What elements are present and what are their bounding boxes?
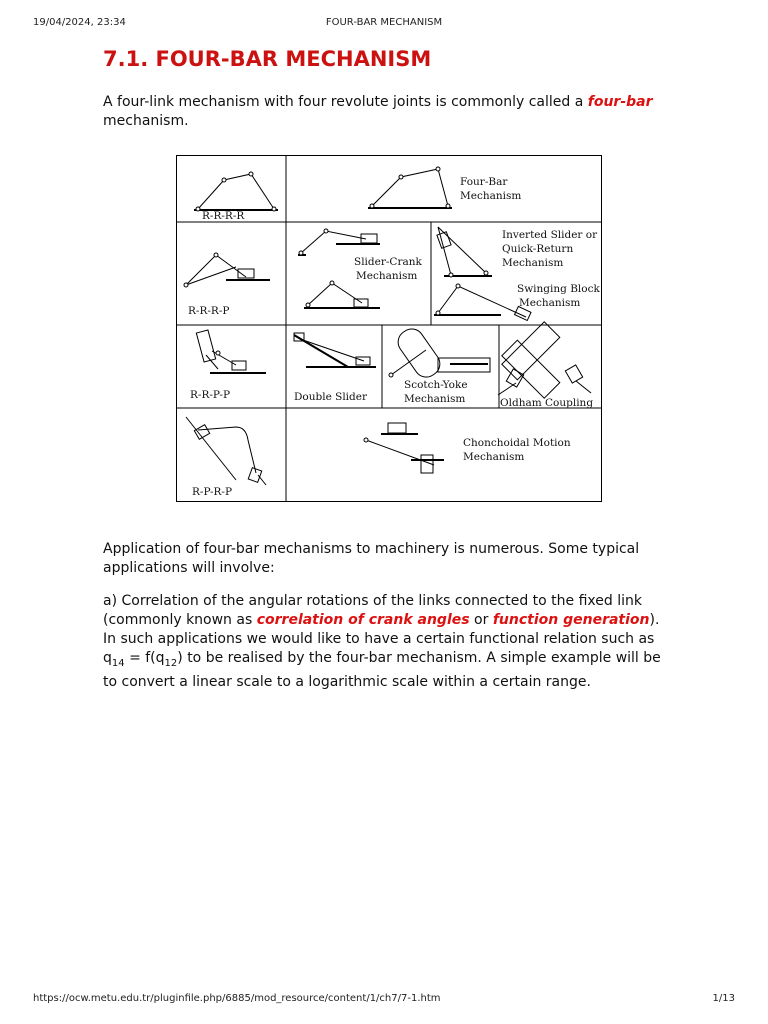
label-scotch-yoke-1: Scotch-Yoke xyxy=(404,379,468,391)
print-doc-title: FOUR-BAR MECHANISM xyxy=(325,17,443,28)
term-correlation-crank-angles: correlation of crank angles xyxy=(256,612,470,628)
label-inverted-slider-2: Quick-Return xyxy=(502,243,574,255)
label-inverted-slider-3: Mechanism xyxy=(502,257,564,269)
applications-intro: Application of four-bar mechanisms to machinery is numerous. Some typical applications will involve: xyxy=(103,541,640,576)
source-url: https://ocw.metu.edu.tr/pluginfile.php/6885/mod_resource/content/1/ch7/7-1.htm xyxy=(33,993,441,1004)
label-oldham: Oldham Coupling xyxy=(500,397,594,409)
item-a-text-5: ) to be realised by the four-bar mechanism. A simple example will be to convert a linear scale to a logarithmic scale within a certain range. xyxy=(103,650,661,690)
four-bar-term: four-bar xyxy=(587,94,653,110)
application-item-a xyxy=(103,592,663,692)
mechanism-diagram xyxy=(176,155,602,503)
rrpp-sketch xyxy=(196,330,266,373)
label-slider-crank-2: Mechanism xyxy=(356,270,418,282)
label-slider-crank-1: Slider-Crank xyxy=(354,256,422,268)
term-function-generation: function generation xyxy=(492,612,650,628)
page-title: 7.1. FOUR-BAR MECHANISM xyxy=(103,47,432,71)
oldham-coupling-sketch xyxy=(498,322,591,398)
label-rrrp: R-R-R-P xyxy=(188,305,230,317)
intro-paragraph xyxy=(103,93,663,131)
four-bar-sketch xyxy=(368,167,452,208)
print-datetime: 19/04/2024, 23:34 xyxy=(33,17,126,28)
rprp-sketch xyxy=(186,417,266,485)
item-a-text-2: or xyxy=(469,612,493,628)
item-a-text-3: ). In such applications we would like to have a certain functional relation such as q xyxy=(103,612,660,666)
subscript-14: 14 xyxy=(111,657,125,669)
print-footer xyxy=(0,993,768,1007)
item-a-text-4: = f(q xyxy=(124,650,165,666)
label-swinging-block-2: Mechanism xyxy=(519,297,581,309)
conchoidal-sketch xyxy=(364,423,444,473)
rrrr-sketch xyxy=(194,172,278,211)
slider-crank-sketch xyxy=(298,229,380,308)
label-conchoidal-2: Mechanism xyxy=(463,451,525,463)
page-number: 1/13 xyxy=(712,993,735,1004)
label-rprp: R-P-R-P xyxy=(192,486,233,498)
rrrp-sketch xyxy=(184,253,270,287)
intro-text: A four-link mechanism with four revolute joints is commonly called a xyxy=(103,94,588,110)
mechanism-figure xyxy=(176,155,602,503)
label-inverted-slider-1: Inverted Slider or xyxy=(502,229,598,241)
label-double-slider: Double Slider xyxy=(294,391,367,403)
intro-text-end: mechanism. xyxy=(103,113,189,129)
scotch-yoke-sketch xyxy=(389,324,490,382)
print-header xyxy=(0,17,768,31)
label-rrpp: R-R-P-P xyxy=(190,389,231,401)
label-rrrr: R-R-R-R xyxy=(202,210,245,222)
item-a-text-1: a) Correlation of the angular rotations of the links connected to the fixed link (commonly known as xyxy=(103,593,642,628)
label-scotch-yoke-2: Mechanism xyxy=(404,393,466,405)
label-conchoidal-1: Chonchoidal Motion xyxy=(463,437,571,449)
label-four-bar-1: Four-Bar xyxy=(460,176,508,188)
double-slider-sketch xyxy=(294,333,376,367)
label-four-bar-2: Mechanism xyxy=(460,190,522,202)
label-swinging-block-1: Swinging Block xyxy=(517,283,600,295)
subscript-12: 12 xyxy=(164,657,178,669)
inverted-slider-sketch xyxy=(437,227,492,277)
